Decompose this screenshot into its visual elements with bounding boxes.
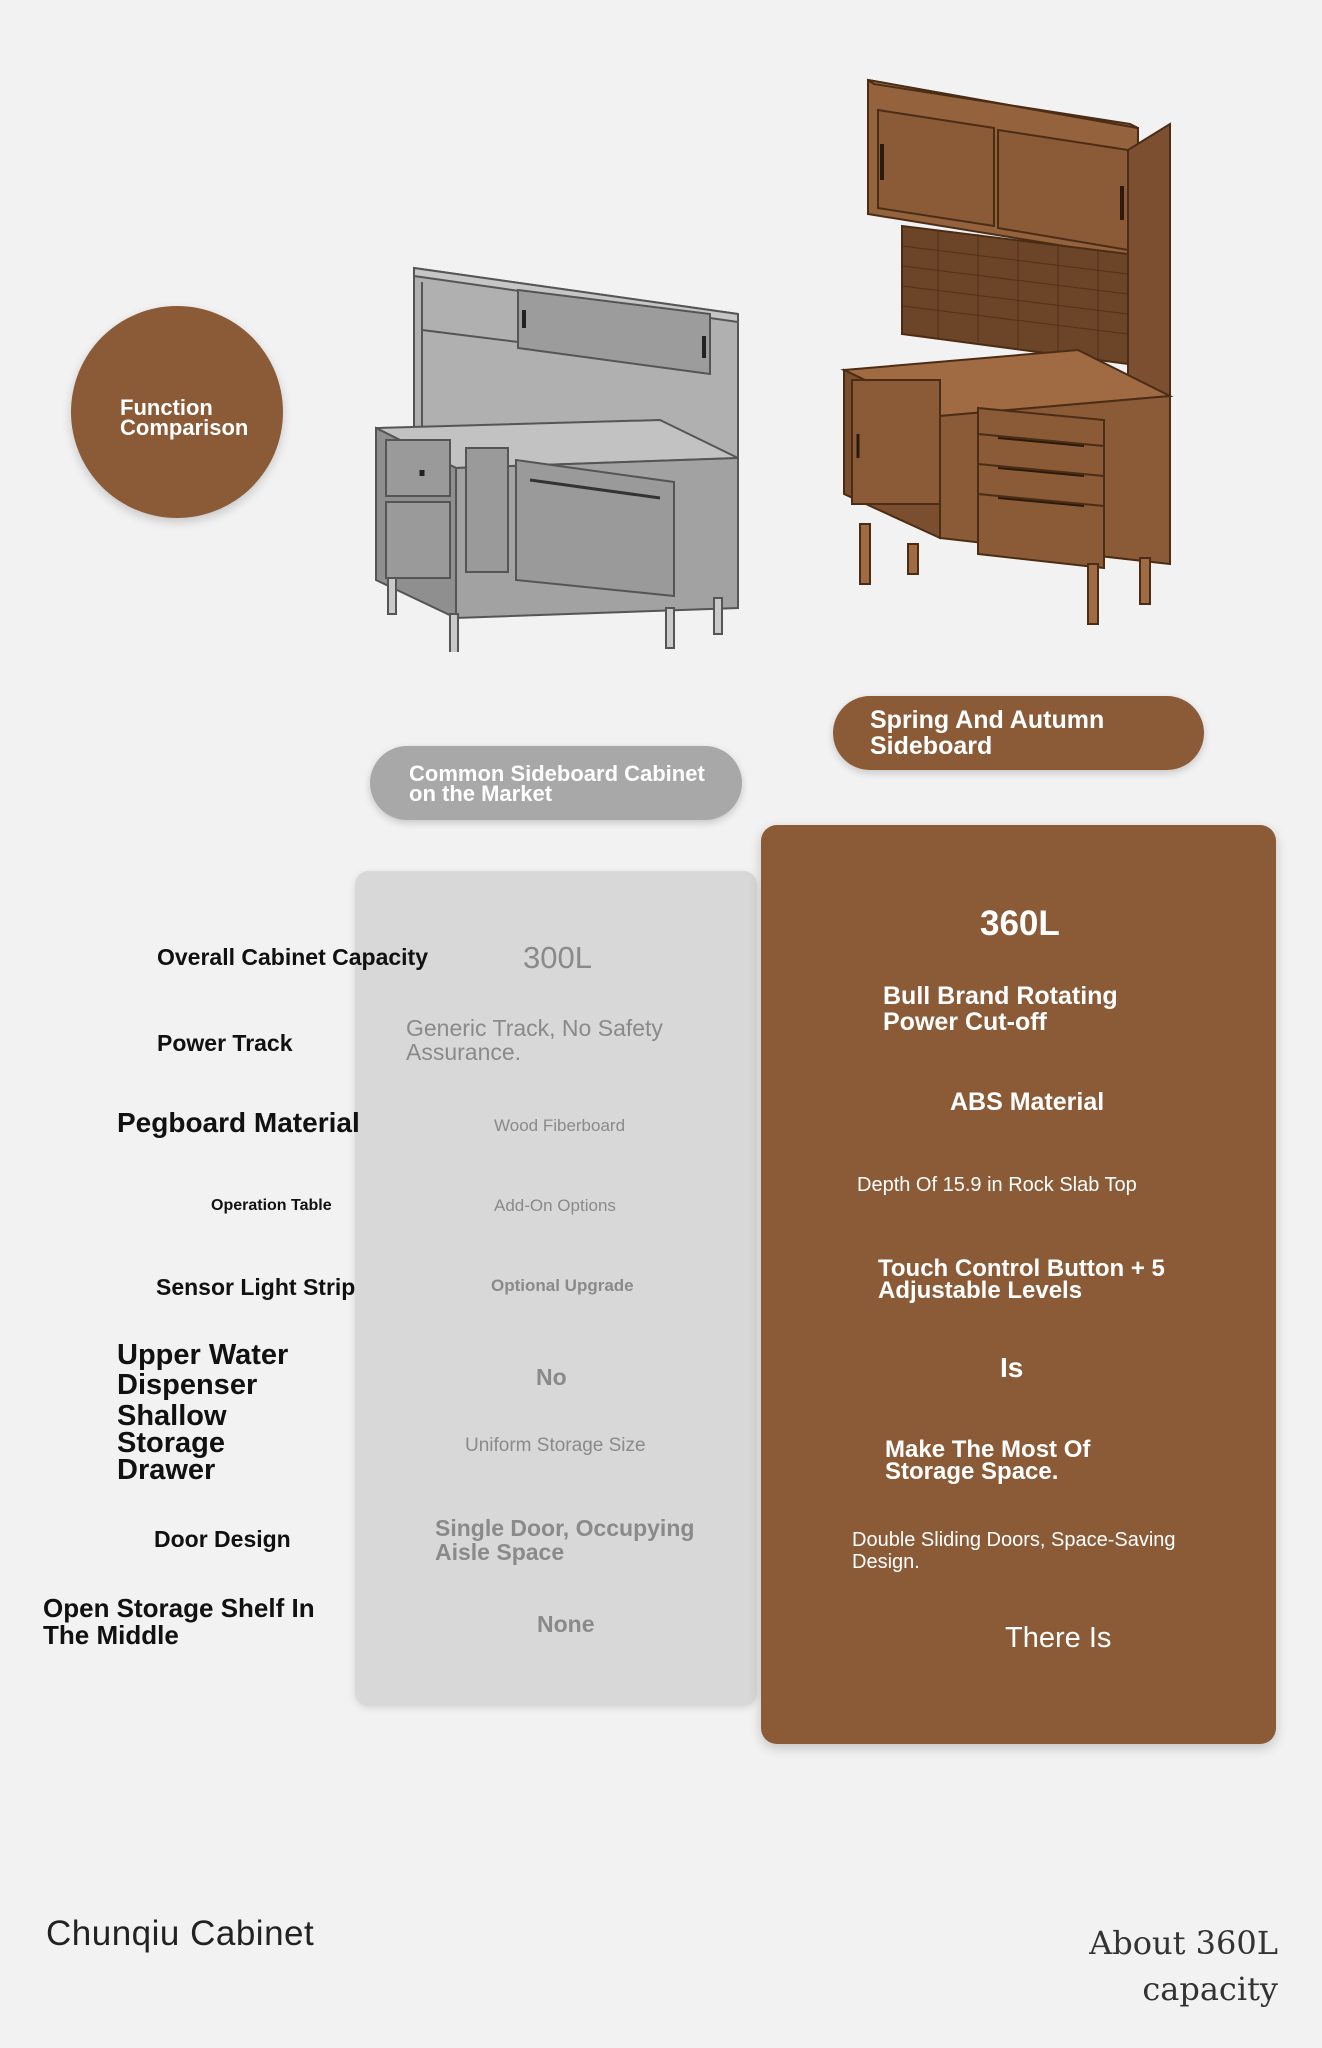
label-light-strip: Sensor Light Strip — [156, 1274, 356, 1300]
label-operation-table: Operation Table — [211, 1197, 332, 1214]
common-sideboard-image — [370, 262, 746, 652]
capacity-note: About 360L capacity — [1089, 1924, 1278, 2008]
label-drawer: Shallow Storage Drawer — [117, 1400, 227, 1486]
common-light-strip: Optional Upgrade — [491, 1276, 634, 1295]
label-open-shelf: Open Storage Shelf In The Middle — [43, 1593, 315, 1650]
common-water-dispenser: No — [536, 1364, 567, 1390]
common-pegboard: Wood Fiberboard — [494, 1116, 626, 1135]
spring-capacity: 360L — [980, 904, 1060, 943]
common-open-shelf: None — [537, 1611, 595, 1637]
common-sideboard-title: Common Sideboard Cabinet on the Market — [409, 761, 705, 806]
spring-autumn-sideboard-image — [838, 74, 1174, 630]
common-power-track: Generic Track, No Safety Assurance. — [406, 1015, 663, 1066]
spring-drawer: Make The Most Of Storage Space. — [885, 1436, 1091, 1485]
spring-open-shelf: There Is — [1005, 1622, 1112, 1654]
spring-power-track: Bull Brand Rotating Power Cut-off — [883, 982, 1118, 1036]
spring-light-strip: Touch Control Button + 5 Adjustable Levels — [878, 1255, 1165, 1304]
spring-water-dispenser: Is — [1000, 1352, 1024, 1383]
brand-name: Chunqiu Cabinet — [46, 1914, 315, 1953]
common-sideboard-pill — [370, 746, 742, 820]
spring-pegboard: ABS Material — [950, 1088, 1105, 1116]
common-drawer: Uniform Storage Size — [465, 1435, 646, 1456]
spring-autumn-title: Spring And Autumn Sideboard — [870, 706, 1105, 760]
spring-operation-table: Depth Of 15.9 in Rock Slab Top — [857, 1174, 1137, 1196]
spring-autumn-pill — [833, 696, 1204, 770]
function-comparison-badge — [71, 306, 283, 518]
spring-door: Double Sliding Doors, Space-Saving Design. — [852, 1529, 1176, 1573]
common-door: Single Door, Occupying Aisle Space — [435, 1515, 695, 1565]
common-operation-table: Add-On Options — [494, 1196, 616, 1215]
label-pegboard: Pegboard Material — [117, 1107, 360, 1138]
label-door: Door Design — [154, 1526, 291, 1552]
label-capacity: Overall Cabinet Capacity — [157, 944, 428, 970]
label-water-dispenser: Upper Water Dispenser — [117, 1339, 289, 1401]
label-power-track: Power Track — [157, 1030, 293, 1056]
badge-label: Function Comparison — [120, 395, 249, 440]
common-capacity: 300L — [523, 940, 592, 975]
